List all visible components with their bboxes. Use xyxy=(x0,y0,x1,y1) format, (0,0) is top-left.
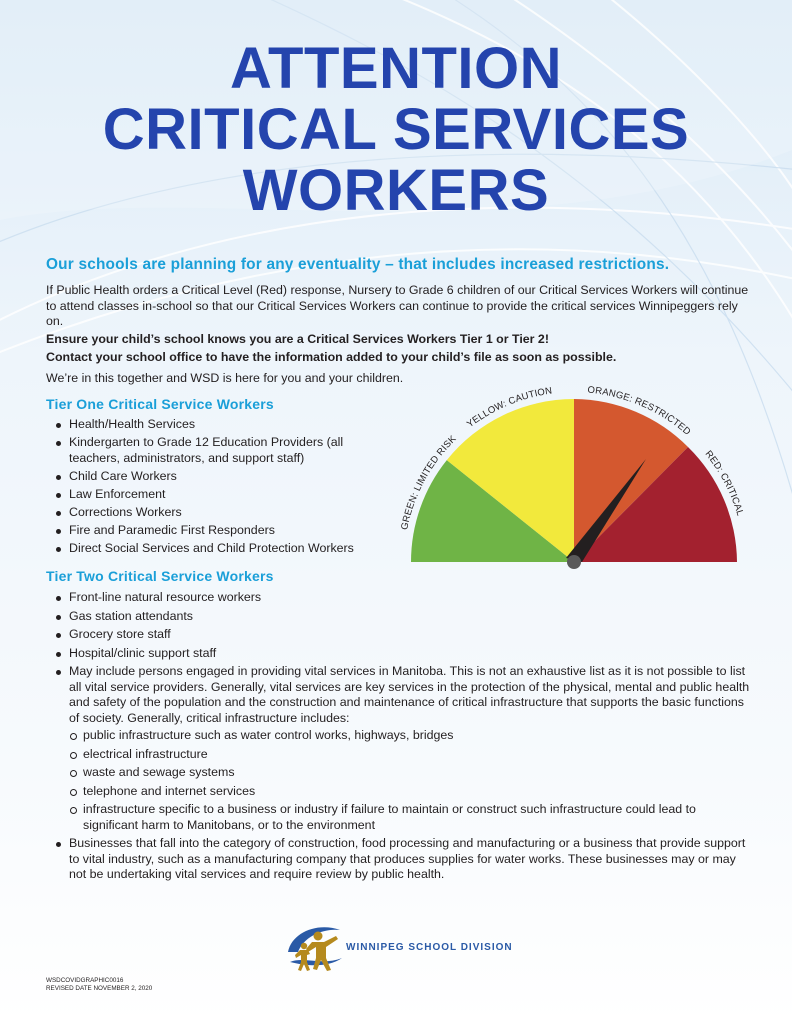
tier-one-list xyxy=(54,417,394,559)
tier-two-list xyxy=(54,590,754,885)
intro-paragraph: If Public Health orders a Critical Level (Red) response, Nursery to Grade 6 children of our Critical Services Workers will continue to attend classes in-school so that our Critical Services Workers can continue to provide the critical services Winnipeggers rely on. xyxy=(46,283,749,328)
gauge-label-red: RED: CRITICAL xyxy=(702,448,746,518)
sub-list-item: public infrastructure such as water control works, highways, bridges xyxy=(69,728,754,744)
gauge-pivot xyxy=(567,555,581,569)
title-line-3: WORKERS xyxy=(242,158,550,223)
gauge-label-orange: ORANGE: RESTRICTED xyxy=(587,386,693,438)
list-item-vital-services xyxy=(54,664,754,833)
list-item: Hospital/clinic support staff xyxy=(54,646,754,662)
tier-one-heading: Tier One Critical Service Workers xyxy=(46,396,274,412)
graphic-code: WSDCOVIDGRAPHIC0016 xyxy=(46,977,124,984)
footer xyxy=(46,977,152,993)
title-line-1: ATTENTION xyxy=(229,36,563,101)
risk-level-gauge xyxy=(398,386,750,572)
sub-list-item: telephone and internet services xyxy=(69,784,754,800)
list-item: Direct Social Services and Child Protection Workers xyxy=(54,541,394,557)
list-item: Kindergarten to Grade 12 Education Providers (all teachers, administrators, and support staff) xyxy=(54,435,394,466)
page-title xyxy=(0,38,792,221)
gauge-label-green: GREEN: LIMITED RISK xyxy=(399,433,459,531)
tier-two-heading: Tier Two Critical Service Workers xyxy=(46,568,274,584)
sub-list-item: electrical infrastructure xyxy=(69,747,754,763)
list-item-businesses: Businesses that fall into the category of construction, food processing and manufacturing or a business that provide support to vital industry, such as a manufacturing company that produces supplies for water works. These businesses may or may not be undertaking vital services and require review by public health. xyxy=(54,836,754,883)
list-item: Front-line natural resource workers xyxy=(54,590,754,606)
sub-list-item: infrastructure specific to a business or industry if failure to maintain or construct such infrastructure could lead to significant harm to Manitobans, or to the environment xyxy=(69,802,754,833)
gauge-label-yellow: YELLOW: CAUTION xyxy=(465,386,553,431)
revised-date: REVISED DATE NOVEMBER 2, 2020 xyxy=(46,985,153,992)
sub-list-item: waste and sewage systems xyxy=(69,765,754,781)
vital-services-text: May include persons engaged in providing vital services in Manitoba. This is not an exhaustive list as it is not possible to list all vital service providers. Generally, vital services are key services in the protection of the physical, mental and public health and safety of the population and the construction and maintenance of critical infrastructure that supports the basic functions of society. Generally, critical infrastructure includes: xyxy=(69,664,750,725)
ensure-notice: Ensure your child’s school knows you are a Critical Services Workers Tier 1 or Tier 2! xyxy=(46,332,549,346)
critical-infrastructure-list xyxy=(69,728,754,833)
list-item: Child Care Workers xyxy=(54,469,394,485)
list-item: Health/Health Services xyxy=(54,417,394,433)
contact-notice: Contact your school office to have the information added to your child’s file as soon as possible. xyxy=(46,350,617,364)
list-item: Law Enforcement xyxy=(54,487,394,503)
list-item: Corrections Workers xyxy=(54,505,394,521)
together-statement: We’re in this together and WSD is here for you and your children. xyxy=(46,371,404,385)
list-item: Fire and Paramedic First Responders xyxy=(54,523,394,539)
subheading: Our schools are planning for any eventuality – that includes increased restrictions. xyxy=(46,256,670,273)
list-item: Gas station attendants xyxy=(54,609,754,625)
list-item: Grocery store staff xyxy=(54,627,754,643)
title-line-2: CRITICAL SERVICES xyxy=(102,97,690,162)
logo-wordmark: WINNIPEG SCHOOL DIVISION xyxy=(346,942,513,953)
